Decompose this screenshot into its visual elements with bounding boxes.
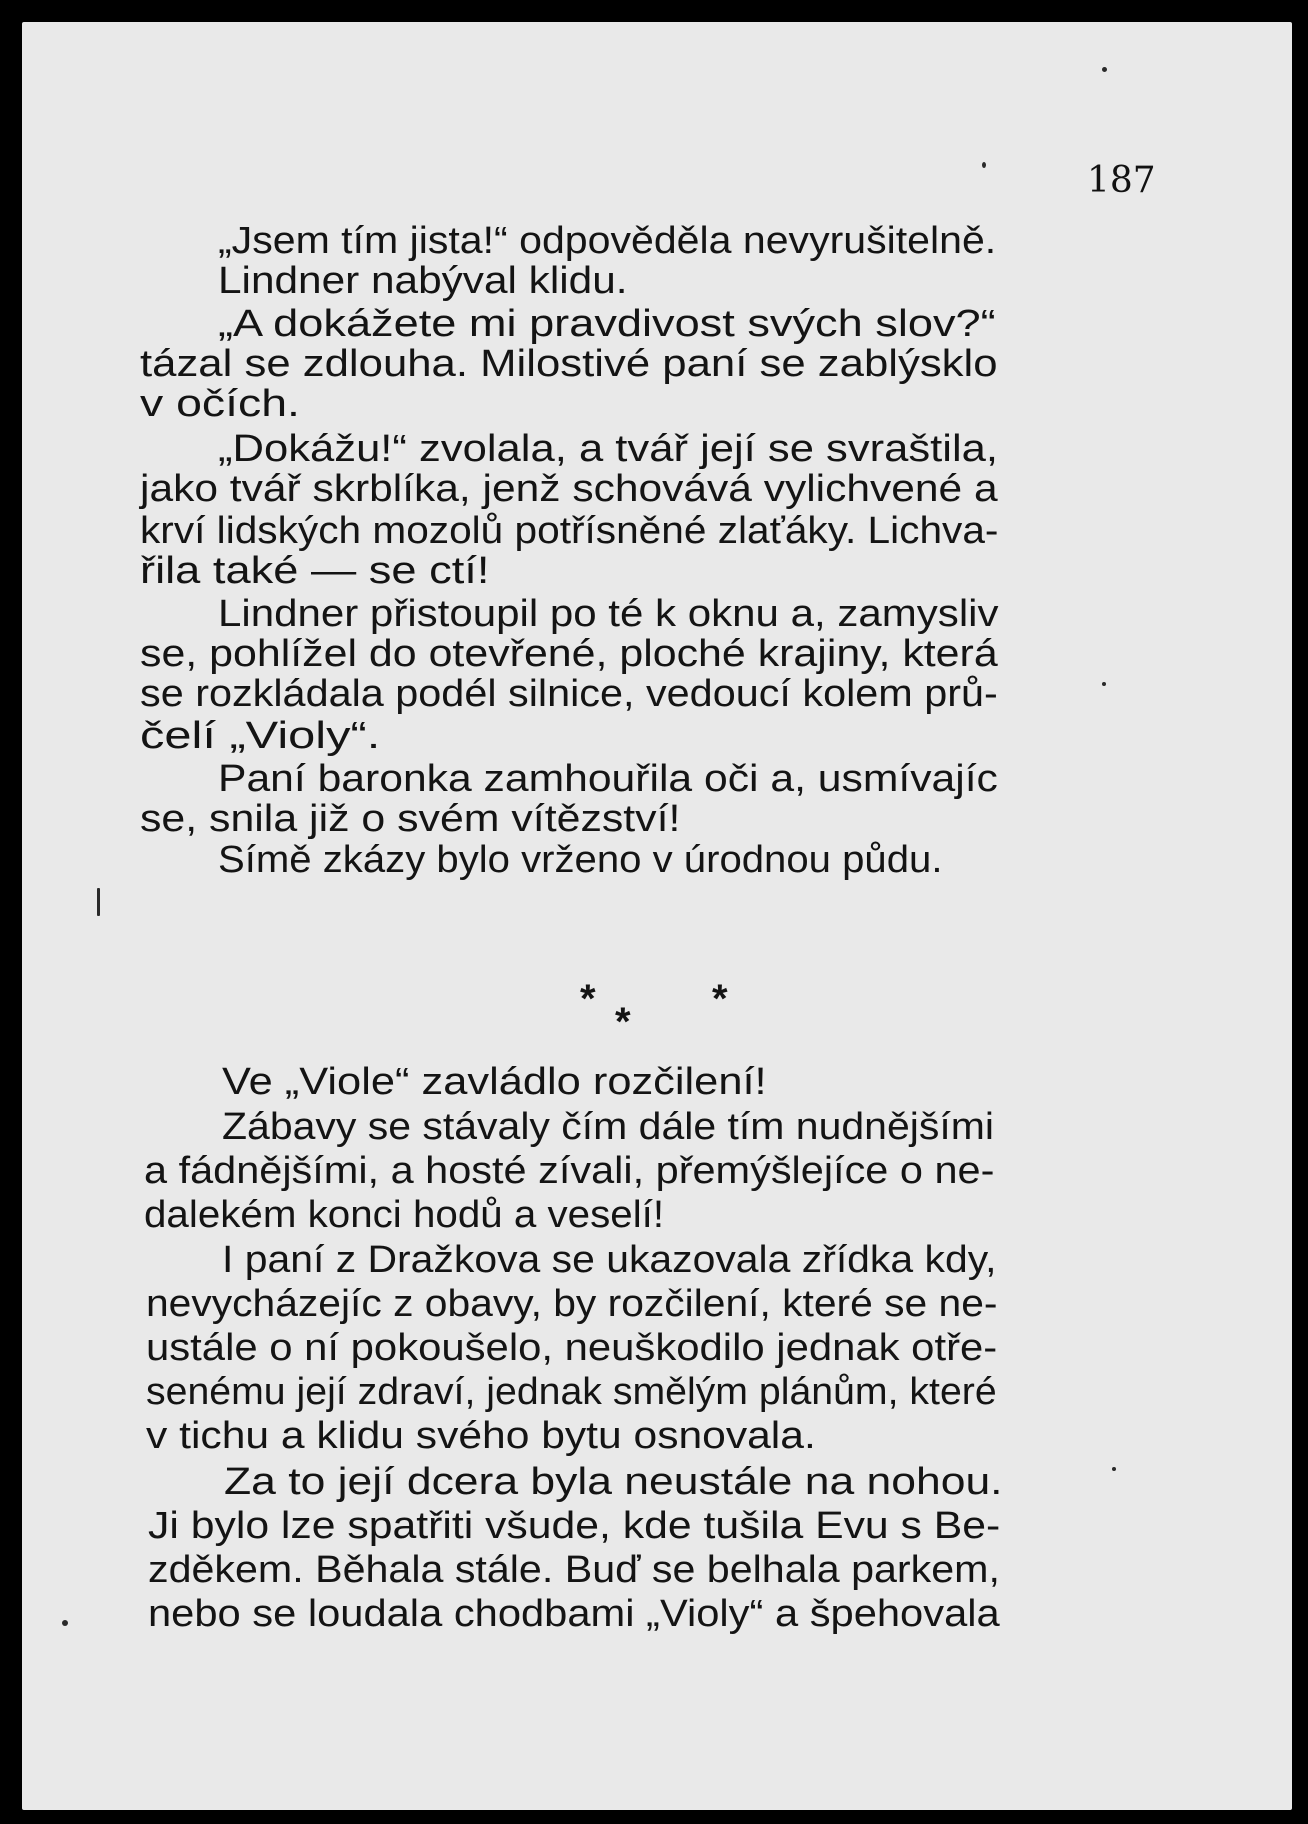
text-line: v tichu a klidu svého bytu osnovala. <box>146 1415 816 1457</box>
text-line: I paní z Dražkova se ukazovala zřídka kdy, <box>222 1239 997 1281</box>
text-line: Símě zkázy bylo vrženo v úrodnou půdu. <box>218 839 943 881</box>
text-line: Lindner přistoupil po té k oknu a, zamysliv <box>218 593 999 635</box>
text-line: dalekém konci hodů a veselí! <box>144 1194 665 1236</box>
text-line: zděkem. Běhala stále. Buď se belhala parkem, <box>148 1549 1000 1591</box>
scan-speck <box>1102 682 1106 686</box>
text-line: ustále o ní pokoušelo, neuškodilo jednak otře- <box>146 1327 998 1369</box>
text-line: tázal se zdlouha. Milostivé paní se zablýsklo <box>140 343 998 385</box>
separator-asterisk: * <box>712 977 728 1021</box>
text-line: senému její zdraví, jednak smělým plánům, které <box>146 1371 997 1413</box>
text-line: Ve „Viole“ zavládlo rozčilení! <box>222 1061 767 1103</box>
book-page <box>22 22 1292 1810</box>
text-line: Paní baronka zamhouřila oči a, usmívajíc <box>218 758 998 800</box>
separator-asterisk: * <box>615 1000 631 1044</box>
text-line: Za to její dcera byla neustále na nohou. <box>224 1461 1003 1503</box>
text-line: čelí „Violy“. <box>140 715 381 757</box>
scan-speck <box>1112 1467 1116 1471</box>
text-line: jako tvář skrblíka, jenž schovává vylichvené a <box>140 468 998 510</box>
text-line: „Dokážu!“ zvolala, a tvář její se svraštila, <box>218 428 999 470</box>
text-line: řila také — se ctí! <box>140 550 490 592</box>
text-line: „Jsem tím jista!“ odpověděla nevyrušitelně. <box>218 220 997 262</box>
text-line: Lindner nabýval klidu. <box>218 260 628 302</box>
scan-speck <box>62 1620 68 1626</box>
text-line: a fádnějšími, a hosté zívali, přemýšlejíce o ne- <box>144 1150 995 1192</box>
text-line: se rozkládala podél silnice, vedoucí kolem prů- <box>140 673 998 715</box>
text-line: nebo se loudala chodbami „Violy“ a špehovala <box>148 1593 1000 1635</box>
scan-speck <box>97 888 100 916</box>
text-line: krví lidských mozolů potřísněné zlaťáky. Lichva- <box>140 510 999 552</box>
text-line: Ji bylo lze spatřiti všude, kde tušila Evu s Be- <box>148 1505 1001 1547</box>
text-line: nevycházejíc z obavy, by rozčilení, které se ne- <box>146 1283 998 1325</box>
text-line: v očích. <box>140 383 300 425</box>
scan-speck <box>982 162 986 168</box>
text-line: „A dokážete mi pravdivost svých slov?“ <box>218 303 996 345</box>
text-line: se, snila již o svém vítězství! <box>140 798 681 840</box>
page-number: 187 <box>1087 160 1156 201</box>
text-line: Zábavy se stávaly čím dále tím nudnějšími <box>222 1106 994 1148</box>
separator-asterisk: * <box>580 977 596 1021</box>
scan-speck <box>1102 67 1107 72</box>
text-line: se, pohlížel do otevřené, ploché krajiny, která <box>140 633 998 675</box>
